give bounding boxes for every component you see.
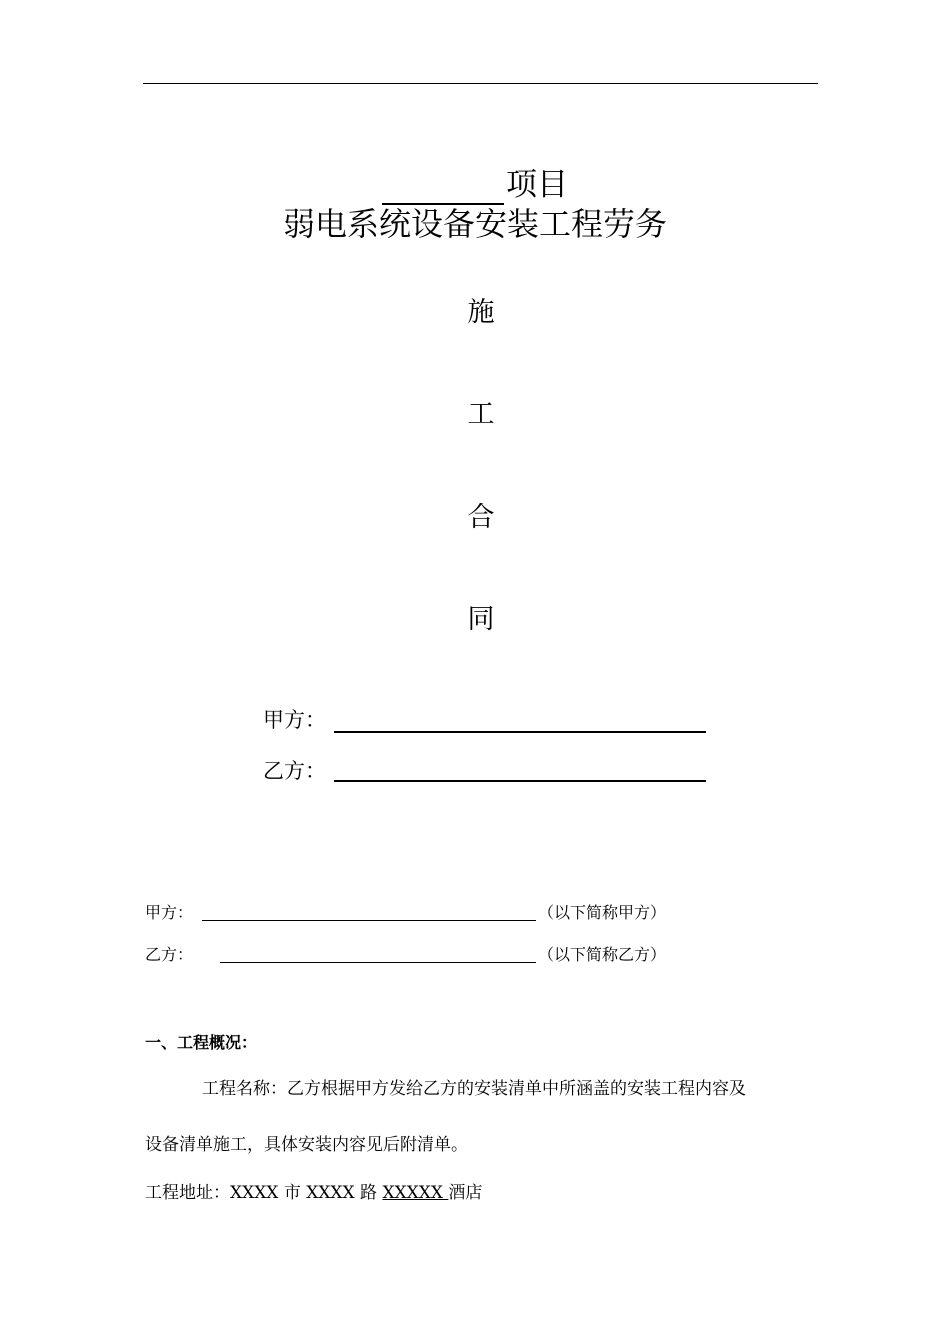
cover-party-b-blank [334, 780, 706, 782]
party-b-label: 乙方： [145, 945, 194, 964]
project-name-blank [382, 175, 504, 205]
party-a-blank [202, 920, 536, 921]
project-name-line-1: 工程名称：乙方根据甲方发给乙方的安装清单中所涵盖的安装工程内容及 [202, 1079, 746, 1099]
cover-party-a-label: 甲方： [263, 708, 326, 732]
project-address [145, 1181, 482, 1205]
project-address-suffix: 酒店 [448, 1183, 483, 1203]
section-1-heading: 一、工程概况： [145, 1033, 258, 1052]
cover-party-b-label: 乙方： [263, 759, 326, 783]
project-title-suffix: 项目 [506, 167, 568, 203]
project-name-line-2: 设备清单施工，具体安装内容见后附清单。 [145, 1135, 468, 1155]
project-title-line [0, 165, 950, 205]
header-rule [143, 83, 818, 84]
party-a-label: 甲方： [145, 903, 194, 922]
vertical-title-char-2: 工 [467, 399, 495, 430]
party-b-note: （以下简称乙方） [538, 945, 667, 964]
project-address-prefix: 工程地址：XXXX 市 XXXX 路 [145, 1183, 383, 1203]
project-address-hotel: XXXXX [382, 1183, 449, 1203]
vertical-title-char-3: 合 [467, 502, 495, 533]
cover-party-a-blank [334, 731, 706, 733]
party-a-note: （以下简称甲方） [538, 903, 667, 922]
vertical-title-char-4: 同 [467, 604, 495, 635]
vertical-title-char-1: 施 [467, 297, 495, 328]
contract-main-title: 弱电系统设备安装工程劳务 [282, 205, 667, 243]
party-b-blank [220, 962, 536, 963]
